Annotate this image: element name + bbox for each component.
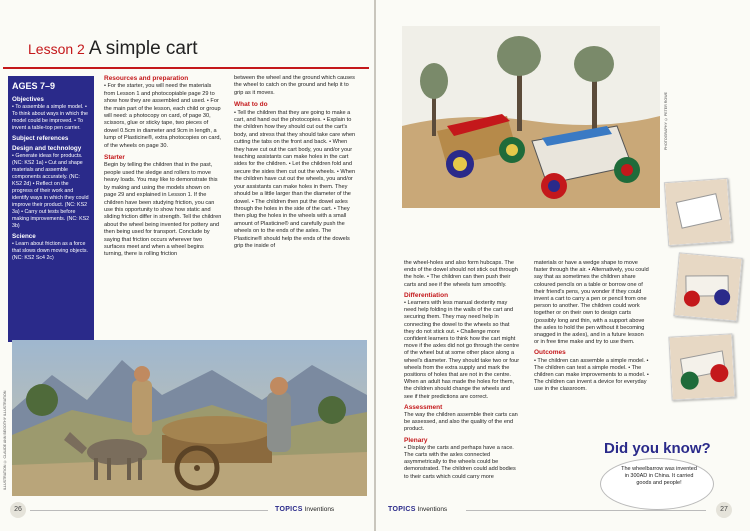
brand-topic-left: Inventions [304, 506, 335, 513]
differentiation-heading: Differentiation [404, 291, 449, 299]
did-you-know-text: The wheelbarrow was invented in 300AD in China. It carried goods and people! [621, 466, 697, 486]
step-thumbnail-2 [673, 252, 742, 321]
lesson-label: Lesson 2 [28, 41, 85, 57]
assessment-text: The way the children assemble their carts can be assessed, and also the quality of the end product. [404, 412, 518, 433]
brand-name-right: TOPICS [388, 506, 416, 513]
science-heading: Science [12, 233, 36, 240]
col2-intro: between the wheel and the ground which causes the wheel to catch on the ground and help it to grip as it moves. [234, 75, 355, 96]
carts-photo [402, 26, 660, 208]
differentiation-text: • Learners with less manual dexterity may need help folding in the walls of the cart and securing them. They may need help in connecting the dowel to the wheels so that they do not stick out. • Challenge more confident learners to think how the cart might move if the axles did not go through the centre of the wheel but at some other place along a wheel's diameter. They should take two or four wheels from the extra supply and mark the positions of holes that are not in the centre. When an adult has made the holes for them, the children should change the wheels and see if their predictions are correct. [404, 300, 520, 400]
footer-brand-right [388, 506, 447, 513]
step-thumbnail-1 [664, 178, 732, 246]
footer-brand-left [275, 506, 334, 513]
plenary-heading: Plenary [404, 436, 428, 444]
sidebar-box [8, 76, 94, 342]
lesson-title [28, 38, 198, 60]
brand-topic-right: Inventions [417, 506, 448, 513]
starter-text: Begin by telling the children that in the past, people used the sledge and rollers to move heavy loads. You may like to demonstrate this by making and using the models shown on page 29 and explained in Lesson 1. If the children have been studying friction, you can use this opportunity to show how static and sliding friction differ in strength. Tell the children about the wheel being invented for pottery and then being used for transport. Conclude by saying that friction occurs wherever two surfaces meet and when a wheel begins turning, there is rolling friction [104, 162, 222, 258]
footer-rule-right [466, 510, 706, 511]
subject-references-heading: Subject references [12, 135, 69, 142]
right-col2-intro: materials or have a wedge shape to move faster through the air. • Alternatively, you could say that as sometimes the children share coloured pencils on a table or borrow one of their friend's pens, you wonder if they could invent a cart to carry a pen or pencil from one person to another. The children could work together or on their own to design carts (possibly long and thin, with a support above the axles to hold the pen without it becoming snagged in the axles), and in a future lesson or in free time make and try to use them. [534, 260, 649, 346]
page-number-left: 26 [10, 502, 26, 518]
starter-heading: Starter [104, 154, 125, 162]
objectives-heading: Objectives [12, 96, 44, 103]
left-column-1 [104, 75, 222, 263]
brand-name-left: TOPICS [275, 506, 303, 513]
resources-heading: Resources and preparation [104, 75, 189, 82]
assessment-heading: Assessment [404, 403, 443, 411]
right-column-1 [404, 260, 520, 484]
outcomes-heading: Outcomes [534, 349, 566, 357]
page-number-right: 27 [716, 502, 732, 518]
painting-credit: ILLUSTRATION © CLAUDE ANN BEGOTHY ILLUSTRATION [3, 390, 7, 490]
dt-text: • Generate ideas for products. (NC: KS2 1a) • Cut and shape materials and assemble components accurately. (NC: KS2 2d) • Reflect on the progress of their work and identify ways in which they could improve their product. (NC: KS2 3a) • Carry out tests before making improvements. (NC: KS2 3b) [12, 153, 90, 229]
outcomes-text: • The children can assemble a simple model. • The children can test a simple model. • The children can make improvements to a model. • The children can invent a device for everyday use in the classroom. [534, 357, 649, 393]
what-to-do-heading: What to do [234, 101, 268, 109]
did-you-know-box [600, 440, 716, 512]
science-text: • Learn about friction as a force that slows down moving objects. (NC: KS2 Sc4 2c) [12, 241, 88, 261]
title-rule [3, 67, 369, 69]
step-thumbnail-3 [668, 333, 735, 400]
what-to-do-text: • Tell the children that they are going to make a cart, and hand out the photocopies. • Explain to the children how they should cut out the cart's body, and stress that they should take care when cutting the tabs on the front and back. • When they have cut out the cart body, you and/or your teaching assistants can make holes in the cart sides for the children. • Let the children fold and secure the sides then cut out the wheels. • When the children have cut out the wheels, you and/or your assistants can make holes in them. They should be a little larger than the diameter of the dowel. • The children then put the dowel axles through the holes in the side of the cart. • They then plug the holes in the wheels with a small amount of Plasticine® and carefully push the wheels on to the ends of the axles. The Plasticine® should help the ends of the dowels grip the inside of [234, 109, 356, 249]
right-col1-intro: the wheel-holes and also form hubcaps. The ends of the dowel should not stick out through the hole. • The children can then push their carts and see if the wheels turn smoothly. [404, 260, 518, 288]
right-column-2 [534, 260, 650, 397]
photo-credit: PHOTOGRAPHY © PETER ROWE [664, 92, 668, 150]
ages-label: AGES 7–9 [12, 81, 56, 91]
cart-painting-illustration [12, 340, 367, 496]
lesson-heading: A simple cart [88, 38, 198, 59]
left-page [0, 0, 374, 531]
dt-heading: Design and technology [12, 145, 82, 152]
footer-rule-left [30, 510, 268, 511]
right-page [376, 0, 750, 531]
plenary-text: • Display the carts and perhaps have a race. The carts with the axles connected asymmetrically to the wheels could be demonstrated. The children could add bodies to their carts which could carry more [404, 444, 516, 480]
left-column-2 [234, 75, 358, 254]
resources-text: • For the starter, you will need the materials from Lesson 1 and photocopiable page 29 to show how they are assembled and used. • For the main part of the lesson, each child or group will need: a photocopy on card, of page 30, scissors, glue or sticky tape, two pieces of dowel 0.5cm in diameter and 9cm in length, a lump of Plasticine®, extra photocopies on card, of the wheels on page 30. [104, 83, 221, 149]
objectives-text: • To assemble a simple model. • To think about ways in which the model could be improved. • To invent a table-top pen carrier. [12, 104, 88, 131]
did-you-know-heading: Did you know? [604, 440, 711, 457]
